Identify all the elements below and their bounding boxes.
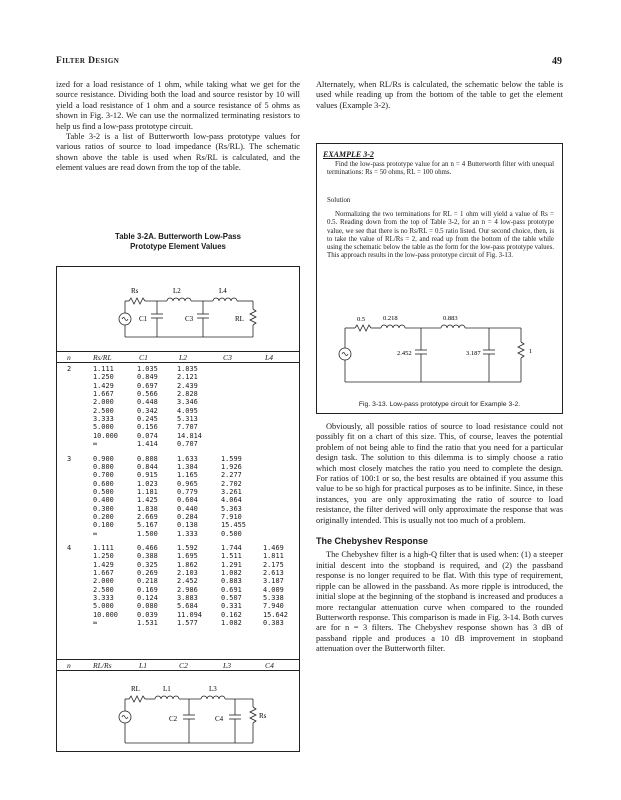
- table-cell: 10.000: [93, 431, 118, 440]
- example-solution-label: Solution: [327, 197, 351, 204]
- table-cell: 1.111: [93, 544, 114, 552]
- table-cell: 4.064: [221, 496, 242, 505]
- table-cell: 1.429: [93, 560, 114, 569]
- schem-label-l1: L1: [163, 685, 171, 693]
- table-cell: 0.697: [137, 381, 158, 390]
- col-foot-l1: L1: [139, 661, 148, 670]
- table-cell: 0.707: [177, 440, 198, 449]
- table-order-n: 3: [67, 454, 72, 463]
- table-cell: 0.808: [137, 454, 158, 463]
- table-cell: 0.915: [137, 471, 158, 480]
- table-footer-row: [57, 659, 299, 671]
- col-head-n: n: [67, 353, 71, 362]
- table-cell: 0.169: [137, 585, 158, 594]
- table-cell: 0.331: [221, 602, 242, 611]
- table-cell: 1.838: [137, 504, 158, 513]
- table-order-n: 2: [67, 365, 72, 373]
- table-cell: 0.245: [137, 415, 158, 424]
- table-cell: 1.333: [177, 529, 198, 538]
- table-cell: 0.124: [137, 594, 158, 603]
- section-heading-chebyshev: The Chebyshev Response: [316, 536, 429, 547]
- butterworth-table: [56, 266, 300, 752]
- table-cell: 0.100: [93, 521, 114, 530]
- table-cell: 1.531: [137, 619, 158, 628]
- schem-label-rs: Rs: [131, 287, 139, 295]
- table-cell: 2.175: [263, 560, 284, 569]
- table-cell: 2.452: [177, 577, 198, 586]
- table-cell: 0.800: [93, 462, 114, 471]
- table-cell: 2.500: [93, 406, 114, 415]
- table-cell: 0.507: [221, 594, 242, 603]
- table-cell: 0.883: [221, 577, 242, 586]
- left-column: [56, 80, 300, 174]
- schem-label-c3: C3: [185, 315, 194, 323]
- table-cell: 1.633: [177, 454, 198, 463]
- table-cell: 0.566: [137, 390, 158, 399]
- table-cell: 1.414: [137, 440, 158, 449]
- table-cell: ∞: [93, 619, 98, 628]
- table-cell: 7.707: [177, 423, 198, 432]
- table-cell: 1.599: [221, 454, 242, 463]
- table-cell: 1.429: [93, 381, 114, 390]
- running-head: Filter Design: [56, 56, 120, 66]
- table-cell: 3.187: [263, 577, 284, 586]
- table-cell: 3.333: [93, 415, 114, 424]
- table-cell: 1.835: [177, 365, 198, 373]
- table-cell: 15.642: [263, 610, 288, 619]
- right-column-bottom: [316, 422, 563, 655]
- table-cell: 1.250: [93, 552, 114, 561]
- table-cell: 2.103: [177, 569, 198, 578]
- table-cell: 5.313: [177, 415, 198, 424]
- col-foot-c2: C2: [179, 661, 188, 670]
- table-cell: 0.200: [93, 512, 114, 521]
- table-cell: 1.744: [221, 544, 242, 552]
- table-cell: 1.667: [93, 569, 114, 578]
- ex-label-l1: 0.218: [383, 315, 398, 322]
- table-cell: 1.291: [221, 560, 242, 569]
- table-header-row: [57, 351, 299, 363]
- table-cell: 3.333: [93, 594, 114, 603]
- table-cell: 0.600: [93, 479, 114, 488]
- col-foot-ratio: RL/Rs: [93, 661, 112, 670]
- table-cell: 5.167: [137, 521, 158, 530]
- schem-label-l3: L3: [209, 685, 217, 693]
- table-cell: 1.165: [177, 471, 198, 480]
- table-cell: 3.346: [177, 398, 198, 407]
- table-cell: 2.439: [177, 381, 198, 390]
- table-cell: 0.383: [263, 619, 284, 628]
- table-cell: 5.363: [221, 504, 242, 513]
- table-cell: 1.500: [137, 529, 158, 538]
- table-cell: 14.814: [177, 431, 202, 440]
- table-cell: 2.277: [221, 471, 242, 480]
- table-cell: 0.284: [177, 512, 198, 521]
- table-cell: 2.000: [93, 577, 114, 586]
- col-head-ratio: Rs/RL: [93, 353, 112, 362]
- table-order-n: 4: [67, 544, 72, 552]
- table-cell: 4.095: [177, 406, 198, 415]
- table-cell: 4.009: [263, 585, 284, 594]
- table-cell: 0.965: [177, 479, 198, 488]
- right-paragraph-2: Obviously, all possible ratios of source to load resistance could not possibly fit on a chart of this size. This, of course, leaves the potential problem of not being able to find the ratio that you need for a particular design task. The solution to this dilemma is to simply choose a ratio which most closely matches the ratio you need to complete the design. For ratios of 100:1 or so, the best results are obtained if you assume this value to be so high for practical purposes as to be infinite. Since, in these instances, you are only approximating the ratio of source to load resistance, the filter derived will only approximate the response that was originally intended. This is usually not too much of a problem.: [316, 422, 563, 525]
- table-cell: 2.669: [137, 512, 158, 521]
- table-cell: 2.000: [93, 398, 114, 407]
- table-cell: 0.074: [137, 431, 158, 440]
- table-cell: 1.023: [137, 479, 158, 488]
- col-foot-c4: C4: [265, 661, 274, 670]
- col-foot-l3: L3: [223, 661, 232, 670]
- table-cell: 1.667: [93, 390, 114, 399]
- table-cell: 3.883: [177, 594, 198, 603]
- table-cell: 0.500: [221, 529, 242, 538]
- figure-caption: Fig. 3-13. Low-pass prototype circuit for Example 3-2.: [358, 401, 521, 408]
- table-cell: ∞: [93, 440, 98, 449]
- schem-label-c1: C1: [139, 315, 148, 323]
- example-box: [316, 143, 563, 414]
- table-cell: 0.779: [177, 487, 198, 496]
- right-paragraph-3: The Chebyshev filter is a high-Q filter that is used when: (1) a steeper initial descent into the stopband is required, and (2) the passband response is no longer required to be flat. With this type of requirement, ripple can be allowed in the passband. As more ripple is introduced, the initial slope at the beginning of the stopband is increased and produces a more rectangular attenuation curve when compared to the rounded Butterworth response. This comparison is made in Fig. 3-14. Both curves are for n = 3 filters. The Chebyshev response shown has 3 dB of passband ripple and produces a 10 dB improvement in stopband attenuation over the Butterworth filter.: [316, 550, 563, 654]
- table-cell: 1.926: [221, 462, 242, 471]
- left-paragraph-2: Table 3-2 is a list of Butterworth low-pass prototype values for various ratios of source to load impedance (Rs/RL). The schematic shown above the table is used when Rs/RL is calculated, and the element values are read down from the top of the table.: [56, 132, 300, 173]
- table-cell: 5.338: [263, 594, 284, 603]
- left-paragraph-1: ized for a load resistance of 1 ohm, while taking what we get for the source resistance. Dividing both the load and source resistor by 10 will yield a load resistance of 1 ohm and a source resistance of 5 ohms as shown in Fig. 3-12. We can use the normalized terminating resistors to help us find a low-pass prototype circuit.: [56, 80, 300, 131]
- table-cell: 0.400: [93, 496, 114, 505]
- col-head-l2: L2: [179, 353, 188, 362]
- schem-label-c2: C2: [169, 715, 178, 723]
- schem-label-rl-bottom: RL: [131, 685, 140, 693]
- table-cell: 1.384: [177, 462, 198, 471]
- schem-label-c4: C4: [215, 715, 224, 723]
- schem-label-l4: L4: [219, 287, 227, 295]
- table-cell: 1.250: [93, 373, 114, 382]
- table-cell: 1.862: [177, 560, 198, 569]
- table-cell: 0.388: [137, 552, 158, 561]
- table-cell: 0.039: [137, 610, 158, 619]
- table-cell: 3.261: [221, 487, 242, 496]
- table-cell: 1.035: [137, 365, 158, 373]
- table-cell: 1.592: [177, 544, 198, 552]
- table-cell: 0.700: [93, 471, 114, 480]
- ex-label-rs: 0.5: [357, 316, 366, 323]
- table-bottom-schematic: [57, 671, 299, 751]
- table-cell: 0.448: [137, 398, 158, 407]
- col-foot-n: n: [67, 661, 71, 670]
- table-cell: 1.695: [177, 552, 198, 561]
- table-cell: 0.138: [177, 521, 198, 530]
- table-cell: 0.500: [93, 487, 114, 496]
- page-number: 49: [552, 56, 562, 67]
- example-problem: Find the low-pass prototype value for an n = 4 Butterworth filter with unequal terminations: Rs = 50 ohms, RL = 100 ohms.: [327, 161, 554, 177]
- example-title: EXAMPLE 3-2: [323, 150, 374, 159]
- example-schematic: [317, 312, 562, 394]
- schem-label-l2: L2: [173, 287, 181, 295]
- table-cell: 0.466: [137, 544, 158, 552]
- col-head-c3: C3: [223, 353, 232, 362]
- table-cell: 7.940: [263, 602, 284, 611]
- table-caption-line-2: Prototype Element Values: [130, 242, 226, 251]
- table-cell: 2.121: [177, 373, 198, 382]
- col-head-l4: L4: [265, 353, 274, 362]
- table-cell: 1.082: [221, 619, 242, 628]
- right-paragraph-1: Alternately, when RL/Rs is calculated, the schematic below the table is used while reading up from the bottom of the table to get the element values (Example 3-2).: [316, 80, 563, 110]
- table-cell: 1.082: [221, 569, 242, 578]
- table-cell: 0.325: [137, 560, 158, 569]
- table-cell: ∞: [93, 529, 98, 538]
- table-cell: 10.000: [93, 610, 118, 619]
- schem-label-rs-bottom: Rs: [259, 712, 267, 720]
- table-caption: [56, 232, 300, 252]
- table-cell: 15.455: [221, 521, 246, 530]
- ex-label-c4: 3.187: [466, 350, 481, 357]
- table-cell: 2.828: [177, 390, 198, 399]
- table-cell: 1.577: [177, 619, 198, 628]
- right-column-top: [316, 80, 563, 111]
- table-cell: 0.900: [93, 454, 114, 463]
- table-top-schematic: [57, 267, 299, 347]
- table-cell: 0.156: [137, 423, 158, 432]
- table-cell: 11.094: [177, 610, 202, 619]
- table-cell: 5.000: [93, 423, 114, 432]
- table-cell: 0.844: [137, 462, 158, 471]
- table-cell: 0.604: [177, 496, 198, 505]
- table-body: [57, 365, 299, 657]
- table-cell: 0.849: [137, 373, 158, 382]
- table-cell: 0.080: [137, 602, 158, 611]
- table-cell: 7.910: [221, 512, 242, 521]
- table-cell: 2.702: [221, 479, 242, 488]
- example-solution: Normalizing the two terminations for RL = 1 ohm will yield a value of Rs = 0.5. Reading down from the top of Table 3-2, for an n = 4 low-pass prototype value, we see that there is no Rs/RL = 0.5 ratio listed. Our second choice, then, is to take the value of RL/Rs = 2, and read up from the bottom of the table while using the schematic below the table as the form for the low-pass prototype values. This approach results in the low-pass prototype circuit of Fig. 3-13.: [327, 211, 554, 260]
- table-cell: 2.986: [177, 585, 198, 594]
- table-cell: 1.811: [263, 552, 284, 561]
- table-cell: 2.500: [93, 585, 114, 594]
- table-cell: 1.111: [93, 365, 114, 373]
- table-cell: 0.269: [137, 569, 158, 578]
- table-cell: 5.684: [177, 602, 198, 611]
- col-head-c1: C1: [139, 353, 148, 362]
- schem-label-rl: RL: [235, 315, 244, 323]
- ex-label-rl: 1: [529, 348, 533, 355]
- page-header: [56, 56, 562, 70]
- table-cell: 0.300: [93, 504, 114, 513]
- table-cell: 1.181: [137, 487, 158, 496]
- ex-label-l3: 0.883: [443, 315, 458, 322]
- table-cell: 1.425: [137, 496, 158, 505]
- table-cell: 2.613: [263, 569, 284, 578]
- table-cell: 0.162: [221, 610, 242, 619]
- table-caption-line-1: Table 3-2A. Butterworth Low-Pass: [115, 232, 241, 241]
- ex-label-c2: 2.452: [397, 350, 412, 357]
- table-cell: 0.218: [137, 577, 158, 586]
- table-cell: 1.511: [221, 552, 242, 561]
- table-cell: 5.000: [93, 602, 114, 611]
- table-cell: 0.342: [137, 406, 158, 415]
- table-cell: 1.469: [263, 544, 284, 552]
- table-cell: 0.440: [177, 504, 198, 513]
- table-cell: 0.691: [221, 585, 242, 594]
